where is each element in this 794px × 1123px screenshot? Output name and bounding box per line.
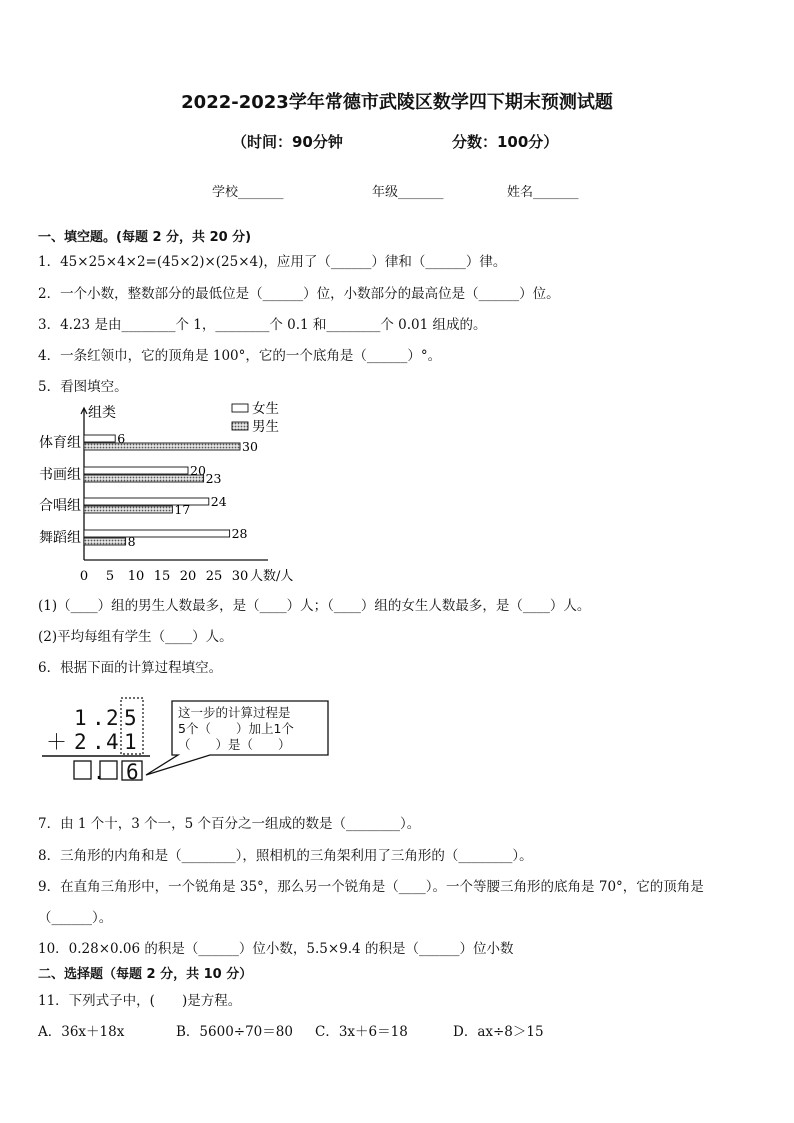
legend-label-1: 男生 xyxy=(252,419,279,435)
data-label-boys-3: 8 xyxy=(127,534,136,549)
question-5: 5．看图填空。 xyxy=(38,379,128,395)
answer-box-1 xyxy=(74,761,91,779)
data-label-girls-3: 28 xyxy=(231,526,248,541)
bar-chart xyxy=(30,398,330,586)
category-label-0: 体育组 xyxy=(39,435,81,451)
calc-row1-d2: 2 xyxy=(106,706,119,730)
bubble-line-2: 5个（ ）加上1个 xyxy=(178,721,294,736)
category-label-3: 舞蹈组 xyxy=(39,530,81,546)
question-11: 11．下列式子中，( )是方程。 xyxy=(38,993,242,1009)
x-tick-label-5: 25 xyxy=(205,569,223,584)
category-label-1: 书画组 xyxy=(39,467,81,483)
category-label-2: 合唱组 xyxy=(39,498,81,514)
y-axis-label: 组类 xyxy=(88,405,116,421)
question-4: 4．一条红领巾，它的顶角是 100°，它的一个底角是（______）°。 xyxy=(38,348,442,364)
data-label-girls-2: 24 xyxy=(210,494,227,509)
calculation-diagram xyxy=(38,693,338,785)
calc-row1-dot: . xyxy=(92,706,105,730)
question-5-sub-1: (1)（____）组的男生人数最多，是（____）人；（____）组的女生人数最多，是（____）人。 xyxy=(38,598,591,614)
bar-girls-1 xyxy=(84,467,188,474)
question-9: 9．在直角三角形中，一个锐角是 35°，那么另一个锐角是（____）。一个等腰三角形的底角是 70°，它的顶角是 xyxy=(38,879,704,895)
option-c: C．3x＋6＝18 xyxy=(315,1024,408,1040)
exam-time: （时间：90分钟 xyxy=(232,133,343,151)
legend-label-0: 女生 xyxy=(252,401,279,417)
x-tick-label-0: 0 xyxy=(79,569,89,584)
calc-result-last-digit: 6 xyxy=(126,760,139,784)
exam-score: 分数：100分） xyxy=(452,133,559,151)
calc-row1-d3: 5 xyxy=(124,706,137,730)
legend-swatch-0 xyxy=(232,404,248,412)
calc-row2-plus: ＋ xyxy=(46,730,67,754)
question-5-sub-2: (2)平均每组有学生（____）人。 xyxy=(38,629,233,645)
data-label-boys-0: 30 xyxy=(242,439,258,454)
bar-girls-3 xyxy=(84,530,230,537)
data-label-boys-1: 23 xyxy=(205,471,222,486)
section-1-title: 一、填空题。(每题 2 分，共 20 分) xyxy=(38,230,252,245)
bar-boys-1 xyxy=(84,475,204,482)
x-tick-label-3: 15 xyxy=(153,569,171,584)
grade-field: 年级_______ xyxy=(372,185,444,200)
bar-boys-2 xyxy=(84,506,172,513)
question-3: 3．4.23 是由________个 1，________个 0.1 和________个 0.01 组成的。 xyxy=(38,317,487,333)
question-1: 1．45×25×4×2=(45×2)×(25×4)，应用了（______）律和（______）律。 xyxy=(38,254,507,270)
page-title: 2022-2023学年常德市武陵区数学四下期末预测试题 xyxy=(181,92,613,113)
x-tick-label-2: 10 xyxy=(127,569,145,584)
x-axis-label: 人数/人 xyxy=(250,569,294,584)
data-label-girls-0: 6 xyxy=(117,431,126,446)
x-tick-label-6: 30 xyxy=(231,569,249,584)
data-label-girls-1: 20 xyxy=(190,463,206,478)
calc-row2-d3: 1 xyxy=(124,730,137,754)
calc-row1-d1: 1 xyxy=(74,706,87,730)
question-8: 8．三角形的内角和是（________），照相机的三角架利用了三角形的（________）。 xyxy=(38,848,533,864)
bar-girls-0 xyxy=(84,435,115,442)
bubble-line-1: 这一步的计算过程是 xyxy=(178,705,291,720)
question-9-cont: （______）。 xyxy=(38,910,113,926)
name-field: 姓名_______ xyxy=(507,185,579,200)
option-b: B．5600÷70＝80 xyxy=(176,1024,293,1040)
question-7: 7．由 1 个十，3 个一，5 个百分之一组成的数是（________）。 xyxy=(38,816,421,832)
school-field: 学校_______ xyxy=(212,185,284,200)
question-6: 6．根据下面的计算过程填空。 xyxy=(38,660,223,676)
bar-boys-0 xyxy=(84,443,240,450)
x-tick-label-1: 5 xyxy=(105,569,115,584)
option-d: D．ax÷8＞15 xyxy=(453,1024,544,1040)
question-10: 10．0.28×0.06 的积是（______）位小数，5.5×9.4 的积是（______）位小数 xyxy=(38,941,514,957)
calc-row2-d2: 4 xyxy=(106,730,119,754)
section-2-title: 二、选择题（每题 2 分，共 10 分） xyxy=(38,967,253,982)
x-tick-label-4: 20 xyxy=(179,569,197,584)
calc-row2-dot: . xyxy=(92,730,105,754)
calc-row2-d1: 2 xyxy=(74,730,87,754)
question-2: 2．一个小数，整数部分的最低位是（______）位，小数部分的最高位是（______）位。 xyxy=(38,286,560,302)
svg-text:.: . xyxy=(93,760,106,784)
option-a: A．36x＋18x xyxy=(38,1024,125,1040)
bar-boys-3 xyxy=(84,538,126,545)
data-label-boys-2: 17 xyxy=(174,502,191,517)
bubble-line-3: （ ）是（ ） xyxy=(178,737,291,752)
legend-swatch-1 xyxy=(232,422,248,430)
